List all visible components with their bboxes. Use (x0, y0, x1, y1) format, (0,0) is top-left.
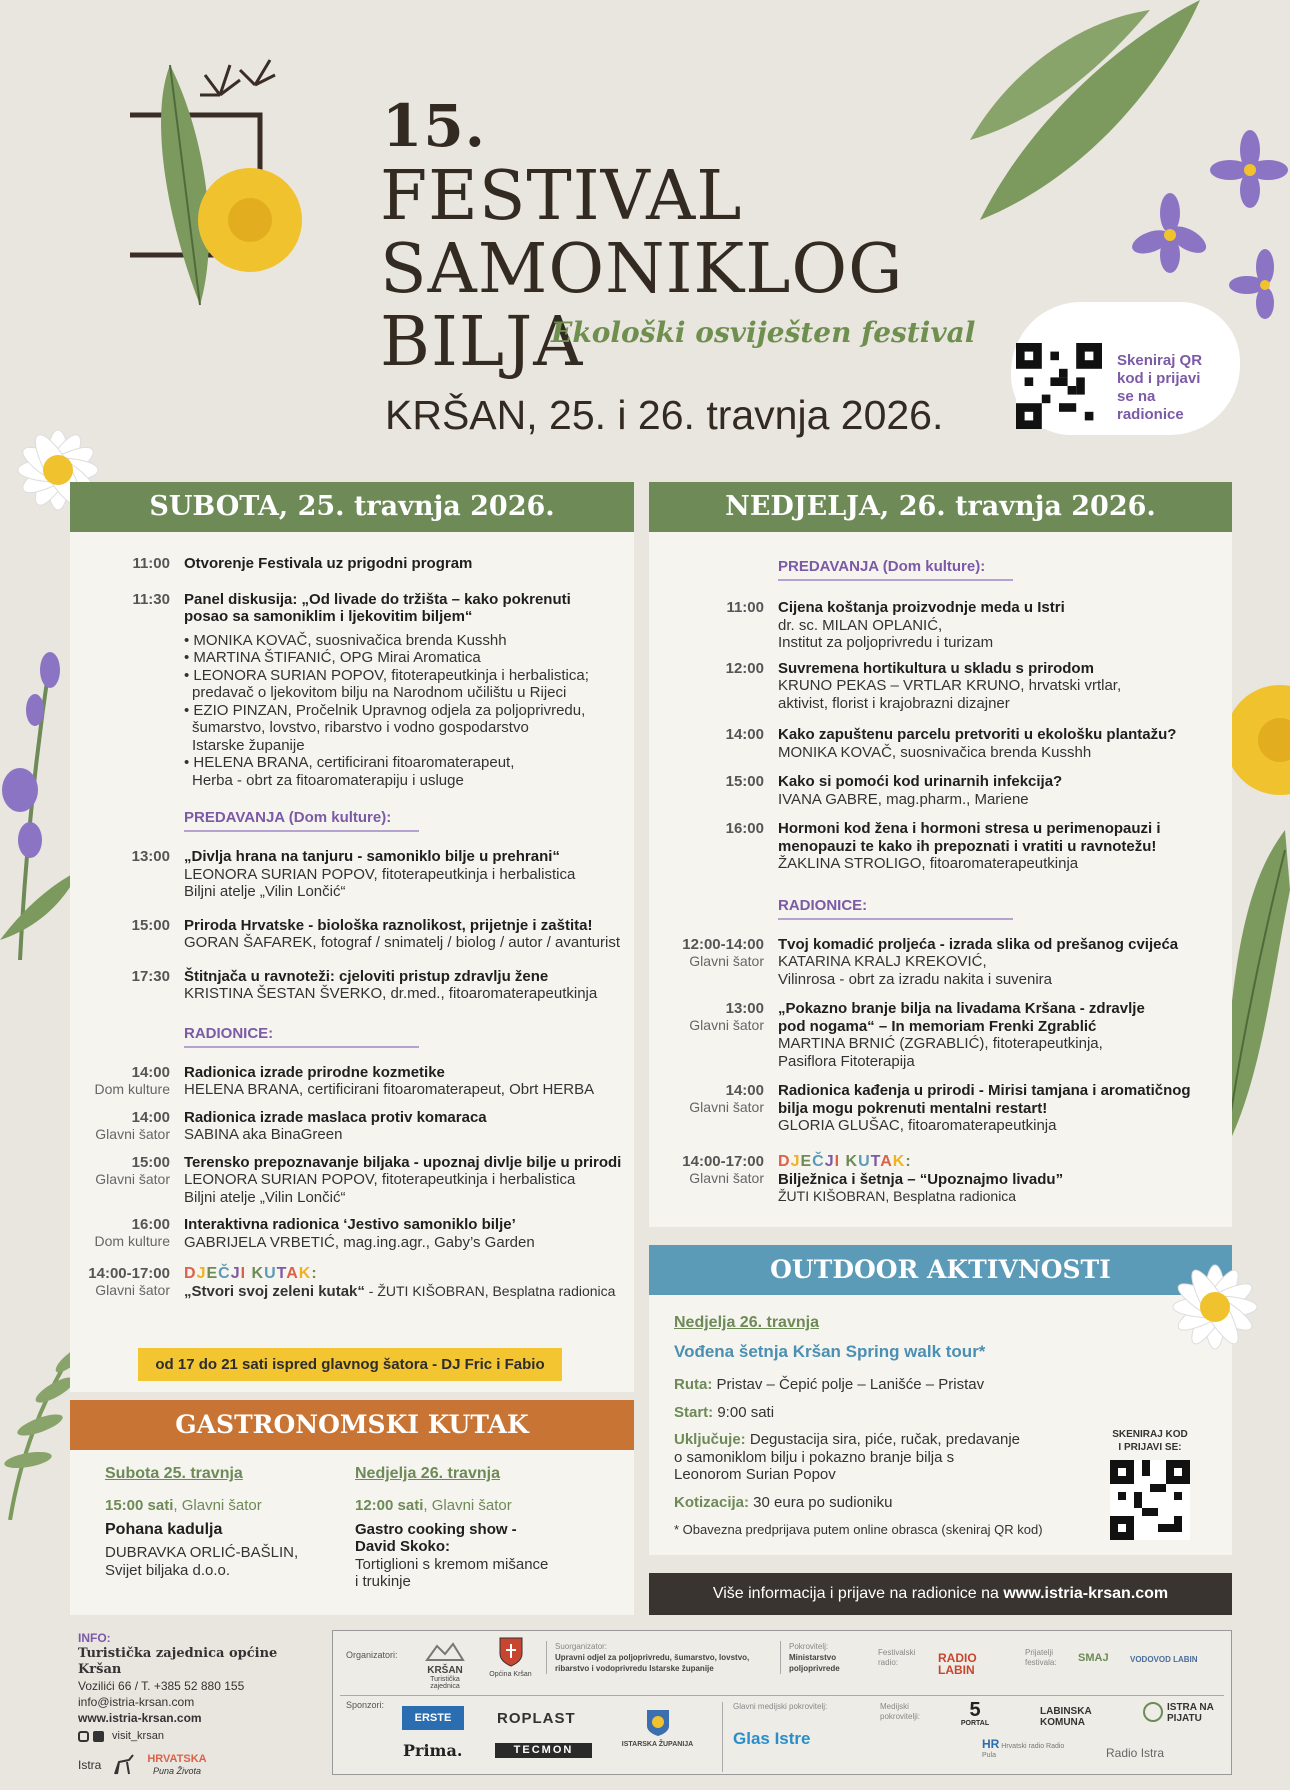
vodovod-labin-logo: VODOVOD LABIN (1130, 1655, 1198, 1664)
schedule-item: 14:00 Glavni šator Radionica kađenja u prirodi - Mirisi tamjana i aromatičnog bilja mogu pokrenuti mentalni restart! GLORIA GLUŠAC, fitoaromaterapeutkinja (689, 1082, 1191, 1134)
radio-labin-logo: RADIO LABIN (938, 1651, 977, 1677)
schedule-item: 15:00 Glavni šator Terensko prepoznavanje biljaka - upoznaj divlje bilje u prirodi LEONORA SURIAN POPOV, fitoterapeutkinja i herbalistica Biljni atelje „Vilin Lončić“ (95, 1153, 622, 1206)
schedule-item: 17:30 Štitnjača u ravnoteži: cjeloviti pristup zdravlju žene KRISTINA ŠESTAN ŠVERKO, dr.med., fitoaromaterapeutkinja (131, 967, 598, 1002)
saturday-workshops-heading: RADIONICE: (184, 1025, 630, 1048)
schedule-item: 11:30 Panel diskusija: „Od livade do tržišta – kako pokrenuti posao sa samoniklim i ljekovitim biljem“ • MONIKA KOVAČ, suosnivačica brenda Kusshh • MARTINA ŠTIFANIĆ, OPG Mirai Aromatica • LEONORA SURIAN POPOV, fitoterapeutkinja i herbalistica; predavač o ljekovitom bilju na Narodnom učilištu u Rijeci • EZIO PINZAN, Pročelnik Upravnog odjela za poljoprivredu, šumarstvo, lovstvo, ribarstvo i vodno gospodarstvo Istarske županije • HELENA BRANA, certificirani fitoaromaterapeut, Herba - obrt za fitoaromaterapiju i usluge (132, 590, 589, 789)
schedule-item: 14:00 Dom kulture Radionica izrade prirodne kozmetike HELENA BRANA, certificirani fitoaromaterapeut, Obrt HERBA (94, 1063, 595, 1098)
hr-radio-pula-logo: HR Hrvatski radio Radio Pula (982, 1737, 1065, 1759)
title-line-2: SAMONIKLOG (380, 230, 904, 309)
istra-na-pijatu-logo: ISTRA NA PIJATU (1143, 1702, 1223, 1724)
labinska-komuna-logo: LABINSKA KOMUNA (1040, 1706, 1092, 1728)
prima-logo: Prima. (403, 1741, 463, 1760)
roplast-logo: ROPLAST (497, 1710, 576, 1727)
coat-of-arms-icon (498, 1636, 524, 1668)
edition-number: 15. (382, 92, 486, 160)
smaj-logo: SMAJ (1078, 1652, 1109, 1664)
plate-icon (1143, 1702, 1163, 1722)
tagline: Ekološki osviješten festival (551, 316, 976, 349)
schedule-item: 13:00 „Divlja hrana na tanjuru - samoniklo bilje u prehrani“ LEONORA SURIAN POPOV, fitoterapeutkinja i herbalistica Biljni atelje „Vilin Lončić“ (131, 848, 576, 900)
schedule-item: 15:00 Priroda Hrvatske - biološka raznolikost, prijetnje i zaštita! GORAN ŠAFAREK, fotograf / snimatelj / biolog / autor / avanturist (131, 916, 621, 951)
festival-radio-label: Festivalski radio: (878, 1648, 916, 1667)
schedule-item: 16:00 Hormoni kod žena i hormoni stresa u perimenopauzi i menopauzi te kako ih prepoznati i vratiti u ravnotežu! ŽAKLINA STROLIGO, fitoaromaterapeutkinja (725, 820, 1161, 872)
instagram-icon[interactable] (78, 1731, 89, 1742)
sunday-header: NEDJELJA, 26. travnja 2026. (649, 482, 1232, 532)
gastro-sunday: Nedjelja 26. travnja 12:00 sati, Glavni šator Gastro cooking show - David Skoko: Tortiglioni s kremom mišance i trukinje (355, 1465, 549, 1590)
saturday-schedule (80, 555, 630, 1301)
media-sponsors-label: Medijski pokrovitelji: (880, 1702, 921, 1721)
organizers-label: Organizatori: (346, 1650, 398, 1660)
kids-corner-label: DJEČJI KUTAK: (184, 1265, 318, 1282)
gastro-header: GASTRONOMSKI KUTAK (70, 1400, 634, 1450)
sunday-workshops-heading: RADIONICE: (778, 897, 1225, 920)
main-media-sponsor: Glavni medijski pokrovitelj: Glas Istre (722, 1702, 872, 1772)
qr-code-icon[interactable] (1016, 343, 1102, 429)
friends-label: Prijatelji festivala: (1025, 1648, 1057, 1667)
outdoor-header: OUTDOOR AKTIVNOSTI (649, 1245, 1232, 1295)
goat-logo-icon (111, 1752, 137, 1778)
schedule-item: 11:00 Otvorenje Festivala uz prigodni program (132, 555, 473, 572)
saturday-lectures-heading: PREDAVANJA (Dom kulture): (184, 809, 630, 832)
schedule-item: 12:00 Suvremena hortikultura u skladu s prirodom KRUNO PEKAS – VRTLAR KRUNO, hrvatski vrtlar, aktivist, florist i krajobrazni dizajner (725, 659, 1122, 712)
facebook-icon[interactable] (93, 1731, 104, 1742)
saturday-header: SUBOTA, 25. travnja 2026. (70, 482, 634, 532)
footer-info: INFO: Turistička zajednica općine Kršan Vozilići 66 / T. +385 52 880 155 info@istria-krsan.com www.istria-krsan.com visit_krsan Istra HRVATSKA Puna Života (78, 1630, 318, 1778)
istra-logo: Istra (78, 1758, 102, 1772)
leaves-top-right-illustration (950, 0, 1290, 340)
schedule-item: 12:00-14:00 Glavni šator Tvoj komadić proljeća - izrada slika od prešanog cvijeća KATARINA KRALJ KREKOVIĆ, Vilinrosa - obrt za izradu nakita i suvenira (682, 935, 1179, 988)
header-illustration (110, 55, 370, 315)
hrvatska-logo: HRVATSKA Puna Života (147, 1753, 207, 1776)
radio-istra-logo: Radio Istra (1106, 1746, 1165, 1760)
qr-instruction: Skeniraj QR kod i prijavi se na radionice (1117, 352, 1203, 423)
gastro-saturday: Subota 25. travnja 15:00 sati, Glavni šator Pohana kadulja DUBRAVKA ORLIĆ-BAŠLIN, Svijet biljaka d.o.o. (105, 1465, 299, 1579)
website-link[interactable]: www.istria-krsan.com (1003, 1585, 1169, 1602)
schedule-item: 14:00 Kako zapuštenu parcelu pretvoriti u ekološku plantažu? MONIKA KOVAČ, suosnivačica brenda Kusshh (725, 726, 1177, 761)
dj-banner: od 17 do 21 sati ispred glavnog šatora - DJ Fric i Fabio (138, 1348, 562, 1381)
tecmon-logo: TECMON (495, 1743, 592, 1758)
sunday-lectures-heading: PREDAVANJA (Dom kulture): (778, 558, 1225, 581)
title-line-3: BILJA (380, 303, 584, 382)
title-line-1: FESTIVAL (380, 157, 743, 236)
schedule-item: 13:00 Glavni šator „Pokazno branje bilja na livadama Kršana - zdravlje pod nogama“ – In memoriam Frenki Zgrablić MARTINA BRNIĆ (ZGRABLIĆ), fitoterapeutkinja, Pasiflora Fitoterapija (689, 1000, 1145, 1070)
schedule-item: 15:00 Kako si pomoći kod urinarnih infekcija? IVANA GABRE, mag.pharm., Mariene (725, 773, 1063, 808)
outdoor-qr-label: SKENIRAJ KOD I PRIJAVI SE: (1112, 1429, 1188, 1453)
outdoor-content: Nedjelja 26. travnja Vođena šetnja Kršan Spring walk tour* Ruta: Pristav – Čepić polje – Lanišće – Pristav Start: 9:00 sati Uključuje: Degustacija sira, piće, ručak, predavanje o samoniklom bilju i pokazno branje bilja s Leonorom Surian Popov Kotizacija: 30 eura po sudioniku * Obavezna predprijava putem online obrasca (skeniraj QR kod) (674, 1314, 1043, 1537)
more-info-bar: Više informacija i prijave na radionice na www.istria-krsan.com (649, 1573, 1232, 1615)
krsan-tz-logo: KRŠAN Turistička zajednica (415, 1640, 475, 1690)
web-link[interactable]: www.istria-krsan.com (78, 1711, 202, 1725)
istria-goat-icon (645, 1708, 671, 1738)
schedule-item: 16:00 Dom kulture Interaktivna radionica ‘Jestivo samoniklo bilje’ GABRIJELA VRBETIĆ, mag.ing.agr., Gaby’s Garden (94, 1216, 535, 1251)
opcina-krsan-logo: Općina Kršan (483, 1636, 538, 1678)
sponsors-label: Sponzori: (346, 1700, 385, 1710)
istarska-zupanija-logo: ISTARSKA ŽUPANIJA (620, 1708, 695, 1748)
krsan-logo-icon (425, 1640, 465, 1662)
email-link[interactable]: info@istria-krsan.com (78, 1695, 195, 1709)
outdoor-qr-code-icon[interactable] (1110, 1460, 1190, 1540)
suorganizator: Suorganizator: Upravni odjel za poljoprivredu, šumarstvo, lovstvo, ribarstvo i vodoprivredu Istarske županije (546, 1641, 781, 1674)
portal-5-logo: 5 PORTAL (960, 1699, 990, 1727)
kids-corner-label: DJEČJI KUTAK: (778, 1152, 912, 1170)
event-date: KRŠAN, 25. i 26. travnja 2026. (385, 392, 944, 438)
daisy-outdoor-illustration (1150, 1242, 1280, 1372)
kids-corner-item: 14:00-17:00 Glavni šator DJEČJI KUTAK: Bilježnica i šetnja – “Upoznajmo livadu” ŽUTI KIŠOBRAN, Besplatna radionica (682, 1152, 1064, 1204)
kids-corner-item: 14:00-17:00 Glavni šator DJEČJI KUTAK: „Stvori svoj zeleni kutak“ - ŽUTI KIŠOBRAN, Besplatna radionica (88, 1265, 616, 1300)
pokrovitelj: Pokrovitelj: Ministarstvo poljoprivrede (780, 1641, 860, 1674)
sponsors-divider (340, 1695, 1224, 1696)
schedule-item: 11:00 Cijena koštanja proizvodnje meda u Istri dr. sc. MILAN OPLANIĆ, Institut za poljoprivredu i turizam (726, 599, 1065, 651)
schedule-item: 14:00 Glavni šator Radionica izrade maslaca protiv komaraca SABINA aka BinaGreen (95, 1108, 487, 1143)
lavender-left-illustration (0, 640, 80, 960)
erste-logo: ERSTE (402, 1706, 464, 1730)
sunday-schedule (660, 558, 1225, 1206)
